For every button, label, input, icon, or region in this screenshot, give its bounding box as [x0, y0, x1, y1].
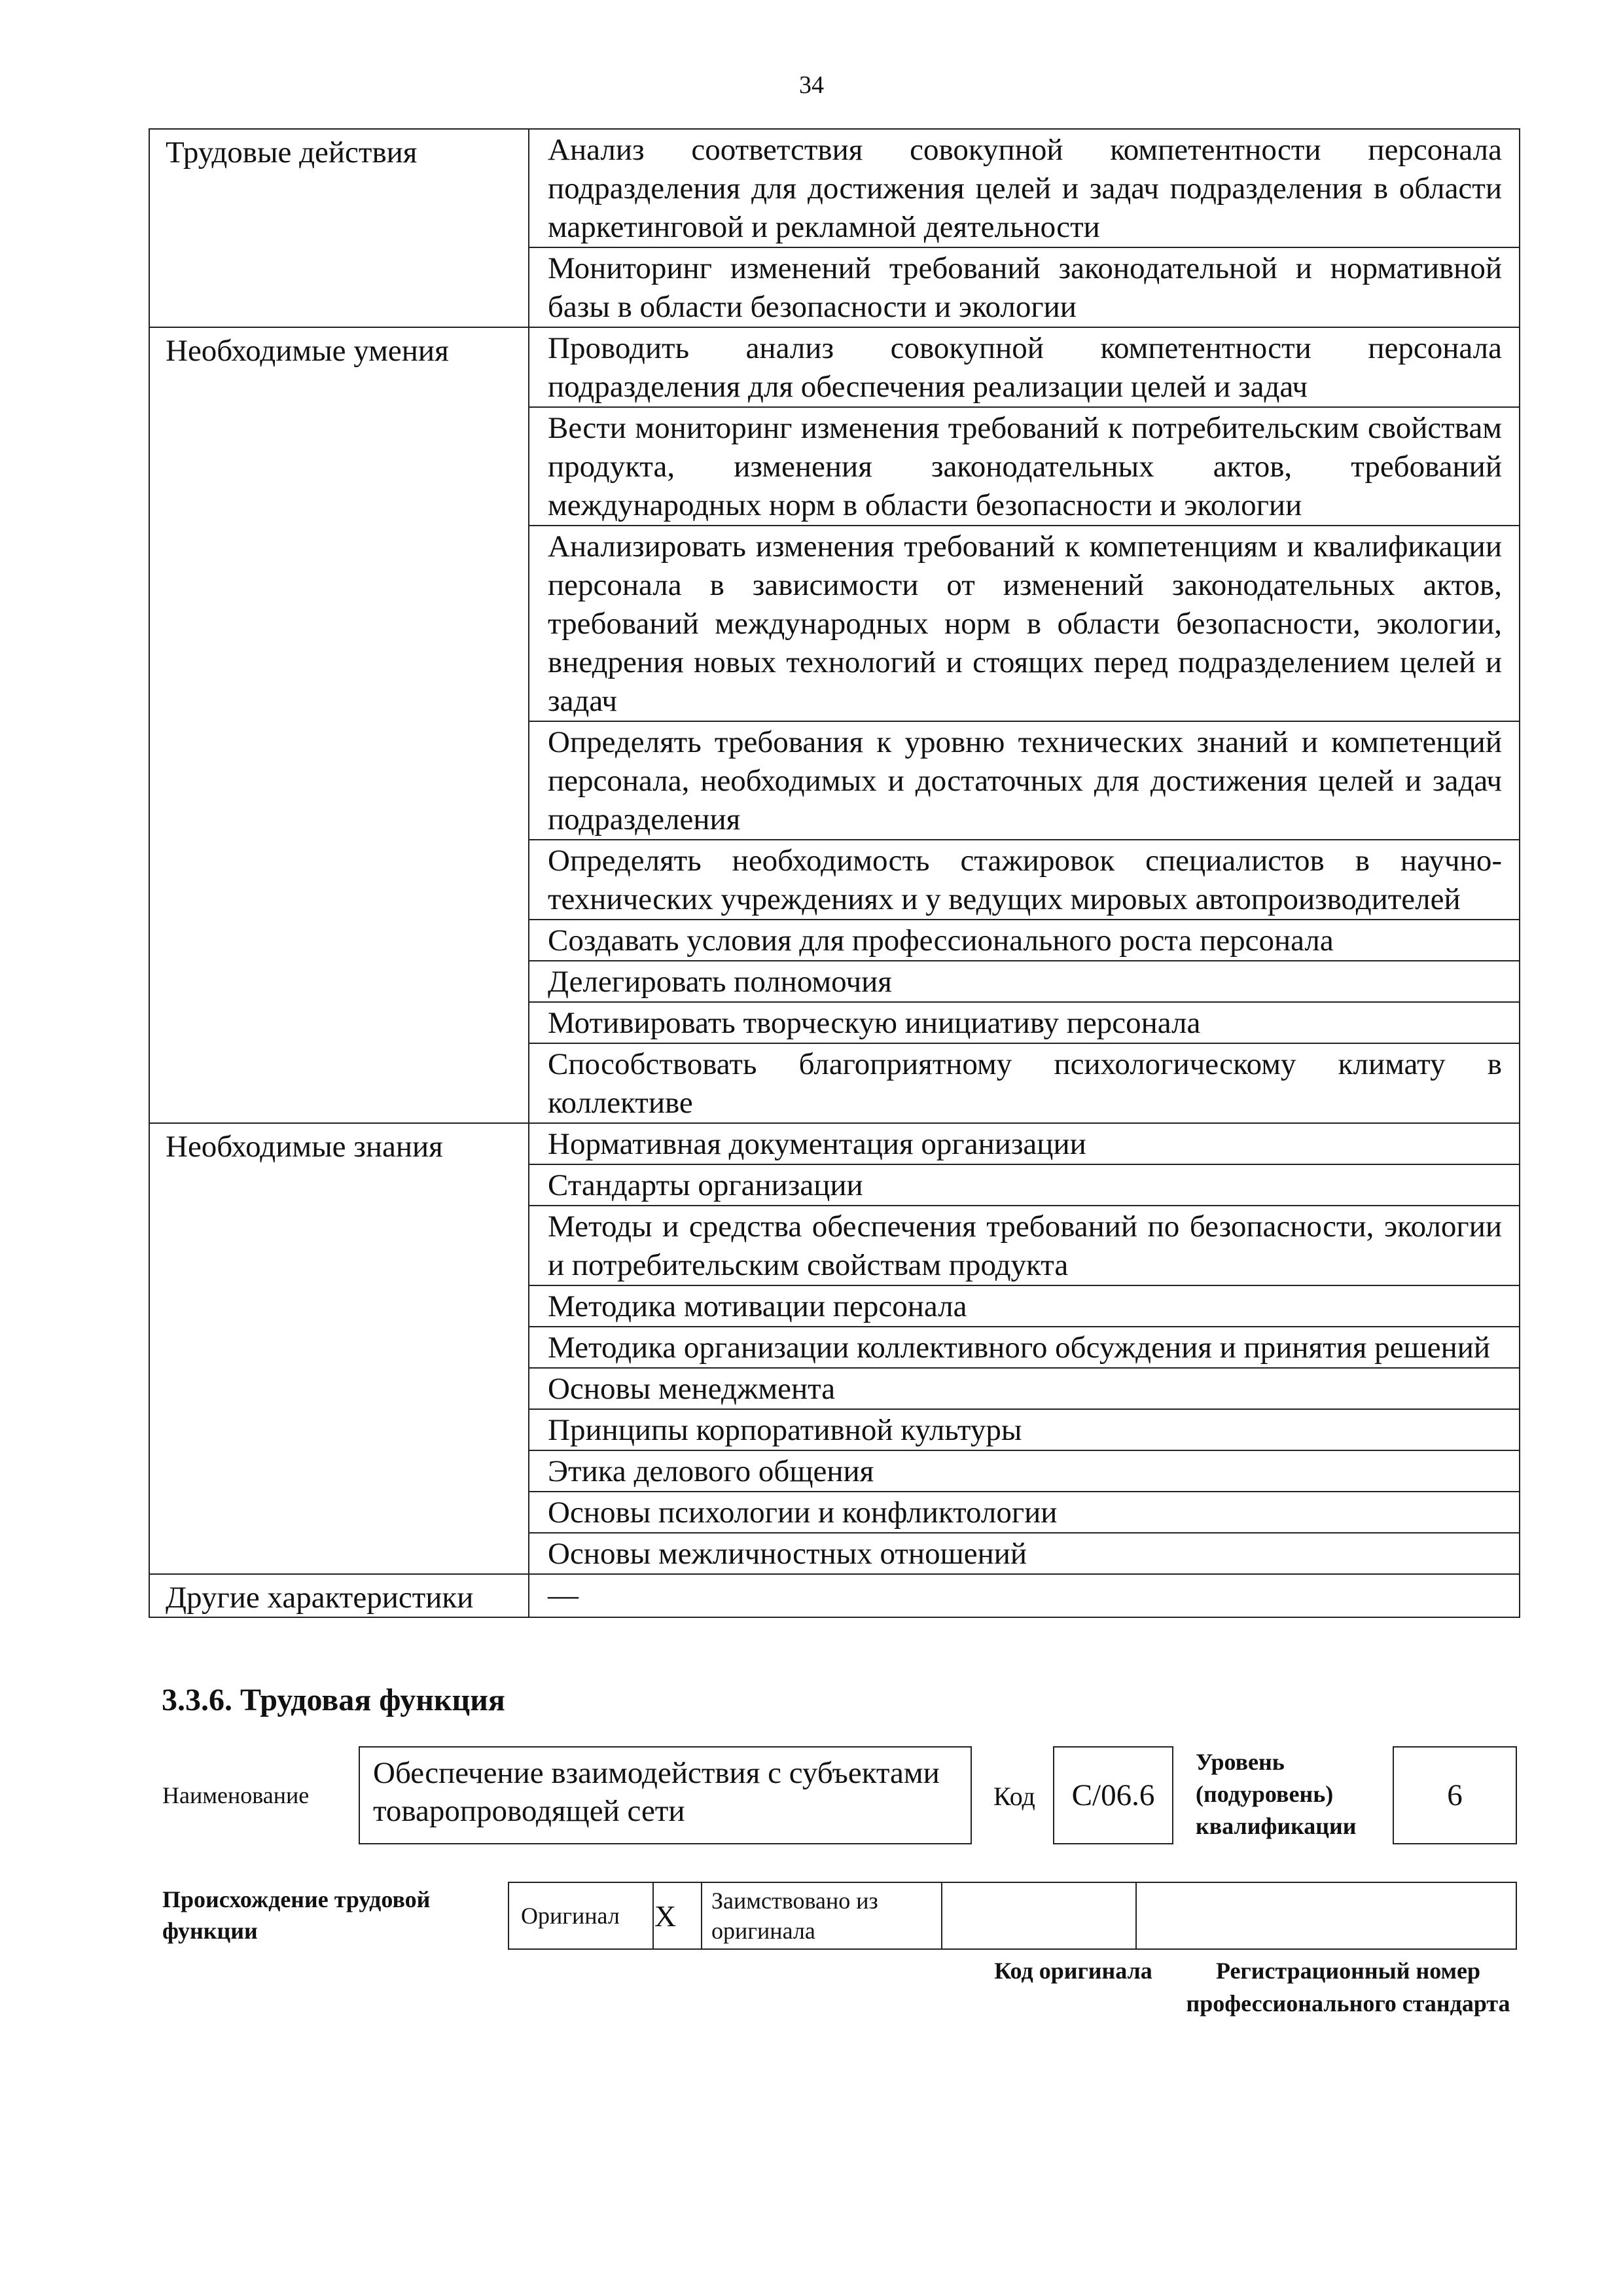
origin-table: [508, 1882, 1517, 1950]
table-row: [149, 327, 1520, 407]
level-label: Уровень (подуровень) квалификации: [1196, 1749, 1357, 1839]
section-item: Методика мотивации персонала: [529, 1285, 1520, 1327]
section-item: Стандарты организации: [529, 1164, 1520, 1206]
section-item: —: [529, 1574, 1520, 1617]
section-item: Проводить анализ совокупной компетентности персонала подразделения для обеспечения реализации целей и задач: [529, 327, 1520, 407]
level-box: [1393, 1746, 1517, 1844]
borrowed-cell: Заимствовано из оригинала: [702, 1882, 942, 1949]
section-item: Методика организации коллективного обсуждения и принятия решений: [529, 1327, 1520, 1368]
section-item: Способствовать благоприятному психологическому климату в коллективе: [529, 1043, 1520, 1123]
competency-table: [149, 128, 1520, 1618]
section-label: Необходимые умения: [149, 327, 529, 1123]
section-item: Принципы корпоративной культуры: [529, 1409, 1520, 1450]
original-cell: Оригинал: [508, 1882, 653, 1949]
section-item: Создавать условия для профессионального роста персонала: [529, 920, 1520, 961]
section-item: Мотивировать творческую инициативу персонала: [529, 1002, 1520, 1043]
section-item: Определять необходимость стажировок специалистов в научно-технических учреждениях и у ведущих мировых автопроизводителей: [529, 840, 1520, 920]
page-number: 34: [799, 71, 824, 99]
level-value: 6: [1447, 1778, 1463, 1812]
section-item: Мониторинг изменений требований законодательной и нормативной базы в области безопасности и экологии: [529, 247, 1520, 327]
origin-label: Происхождение трудовой функции: [162, 1886, 431, 1944]
section-item: Анализировать изменения требований к компетенциям и квалификации персонала в зависимости от изменений законодательных актов, требований международных норм в области безопасности, экологии, внедрения новых технологий и стоящих перед подразделением целей и задач: [529, 526, 1520, 721]
section-item: Этика делового общения: [529, 1450, 1520, 1492]
section-item: Основы психологии и конфликтологии: [529, 1492, 1520, 1533]
function-name-box: [359, 1746, 972, 1844]
section-item: Методы и средства обеспечения требований по безопасности, экологии и потребительским свойствам продукта: [529, 1206, 1520, 1285]
function-code-value: С/06.6: [1071, 1778, 1155, 1812]
name-label: Наименование: [162, 1782, 310, 1808]
section-title: 3.3.6. Трудовая функция: [162, 1683, 505, 1717]
table-row: [149, 1123, 1520, 1164]
original-mark-cell: Х: [653, 1882, 702, 1949]
reg-caption: Регистрационный номер профессионального стандарта: [1186, 1958, 1510, 2017]
table-row: [149, 1574, 1520, 1617]
section-item: Основы менеджмента: [529, 1368, 1520, 1409]
reg-number-cell: [1136, 1882, 1516, 1949]
section-label: Другие характеристики: [149, 1574, 529, 1617]
section-item: Делегировать полномочия: [529, 961, 1520, 1002]
code-caption: Код оригинала: [994, 1958, 1152, 1984]
function-code-box: [1053, 1746, 1173, 1844]
section-item: Определять требования к уровню технических знаний и компетенций персонала, необходимых и достаточных для достижения целей и задач подразделения: [529, 721, 1520, 840]
function-name-value: Обеспечение взаимодействия с субъектами товаропроводящей сети: [373, 1756, 940, 1828]
section-label: Необходимые знания: [149, 1123, 529, 1574]
section-item: Вести мониторинг изменения требований к потребительским свойствам продукта, изменения законодательных актов, требований международных норм в области безопасности и экологии: [529, 407, 1520, 526]
section-item: Анализ соответствия совокупной компетентности персонала подразделения для достижения целей и задач подразделения в области маркетинговой и рекламной деятельности: [529, 129, 1520, 247]
original-code-cell: [942, 1882, 1136, 1949]
section-label: Трудовые действия: [149, 129, 529, 327]
section-item: Нормативная документация организации: [529, 1123, 1520, 1164]
section-item: Основы межличностных отношений: [529, 1533, 1520, 1574]
code-label: Код: [993, 1782, 1035, 1811]
table-row: [149, 129, 1520, 247]
